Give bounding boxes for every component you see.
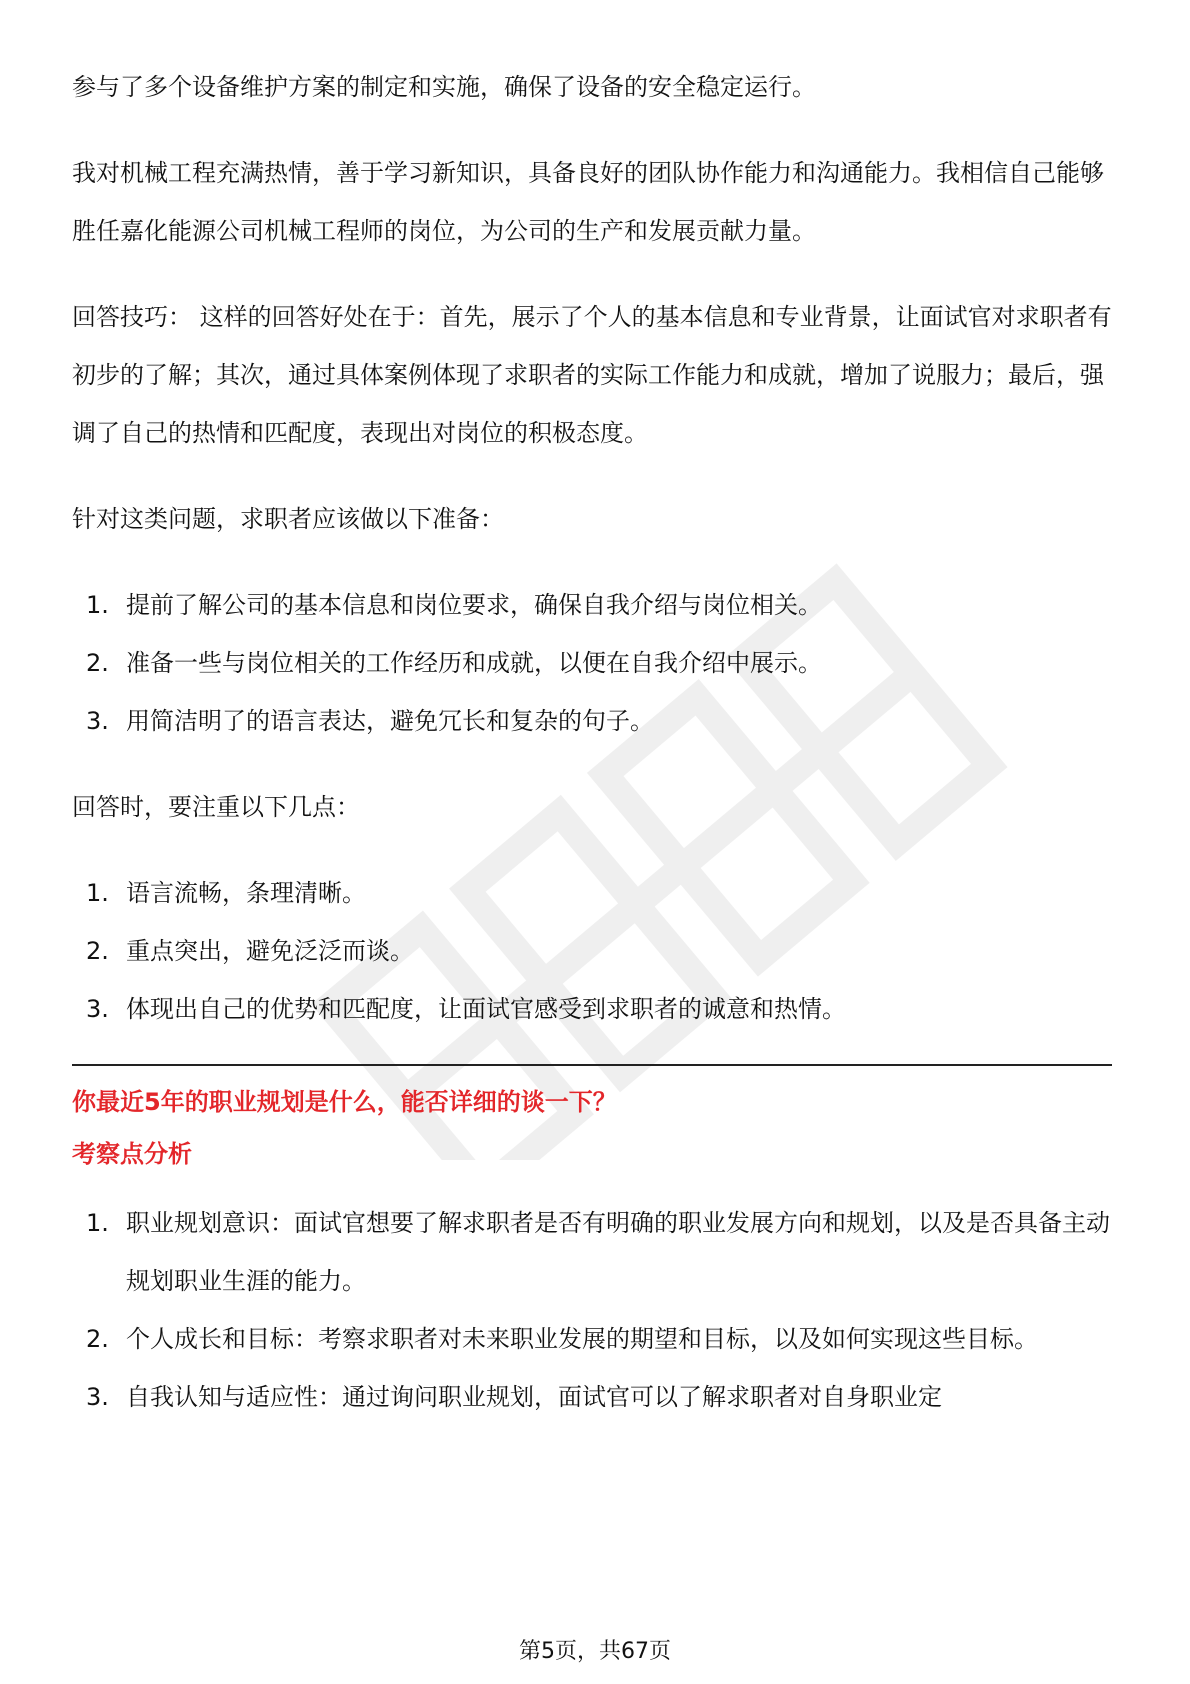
list-number: 3. — [86, 1383, 109, 1411]
list-number: 1. — [86, 591, 109, 619]
attention-list — [72, 864, 1112, 1038]
list-item — [72, 1368, 1112, 1426]
list-number: 2. — [86, 649, 109, 677]
paragraph-prep-intro: 针对这类问题，求职者应该做以下准备： — [72, 505, 504, 533]
list-text: 职业规划意识：面试官想要了解求职者是否有明确的职业发展方向和规划，以及是否具备主动规划职业生涯的能力。 — [126, 1209, 1110, 1295]
list-item — [72, 1194, 1112, 1310]
list-item — [72, 692, 1112, 750]
list-text: 用简洁明了的语言表达，避免冗长和复杂的句子。 — [126, 707, 654, 735]
list-number: 1. — [86, 879, 109, 907]
list-number: 3. — [86, 707, 109, 735]
paragraph-answer-tips: 回答技巧： 这样的回答好处在于：首先，展示了个人的基本信息和专业背景，让面试官对求职者有初步的了解；其次，通过具体案例体现了求职者的实际工作能力和成就，增加了说服力；最后，强调了自己的热情和匹配度，表现出对岗位的积极态度。 — [72, 303, 1112, 447]
list-text: 个人成长和目标：考察求职者对未来职业发展的期望和目标，以及如何实现这些目标。 — [126, 1325, 1038, 1353]
list-item — [72, 922, 1112, 980]
list-text: 提前了解公司的基本信息和岗位要求，确保自我介绍与岗位相关。 — [126, 591, 822, 619]
list-item — [72, 1310, 1112, 1368]
list-text: 体现出自己的优势和匹配度，让面试官感受到求职者的诚意和热情。 — [126, 995, 846, 1023]
list-text: 语言流畅，条理清晰。 — [126, 879, 366, 907]
list-text: 准备一些与岗位相关的工作经历和成就，以便在自我介绍中展示。 — [126, 649, 822, 677]
list-item — [72, 576, 1112, 634]
list-item — [72, 980, 1112, 1038]
paragraph-passion: 我对机械工程充满热情，善于学习新知识，具备良好的团队协作能力和沟通能力。我相信自己能够胜任嘉化能源公司机械工程师的岗位，为公司的生产和发展贡献力量。 — [72, 159, 1104, 245]
list-number: 2. — [86, 937, 109, 965]
list-number: 2. — [86, 1325, 109, 1353]
prep-list — [72, 576, 1112, 750]
list-text: 自我认知与适应性：通过询问职业规划，面试官可以了解求职者对自身职业定 — [126, 1383, 942, 1411]
analysis-list — [72, 1194, 1112, 1426]
section-divider — [72, 1064, 1112, 1066]
list-number: 3. — [86, 995, 109, 1023]
page-footer: 第5页，共67页 — [519, 1639, 671, 1664]
list-number: 1. — [86, 1209, 109, 1237]
main-content — [72, 58, 1112, 1426]
list-item — [72, 634, 1112, 692]
analysis-title: 考察点分析 — [72, 1140, 192, 1168]
paragraph-attention-intro: 回答时，要注重以下几点： — [72, 793, 360, 821]
paragraph-maintenance: 参与了多个设备维护方案的制定和实施，确保了设备的安全稳定运行。 — [72, 73, 816, 101]
question-title: 你最近5年的职业规划是什么，能否详细的谈一下？ — [72, 1088, 617, 1116]
list-item — [72, 864, 1112, 922]
list-text: 重点突出，避免泛泛而谈。 — [126, 937, 414, 965]
